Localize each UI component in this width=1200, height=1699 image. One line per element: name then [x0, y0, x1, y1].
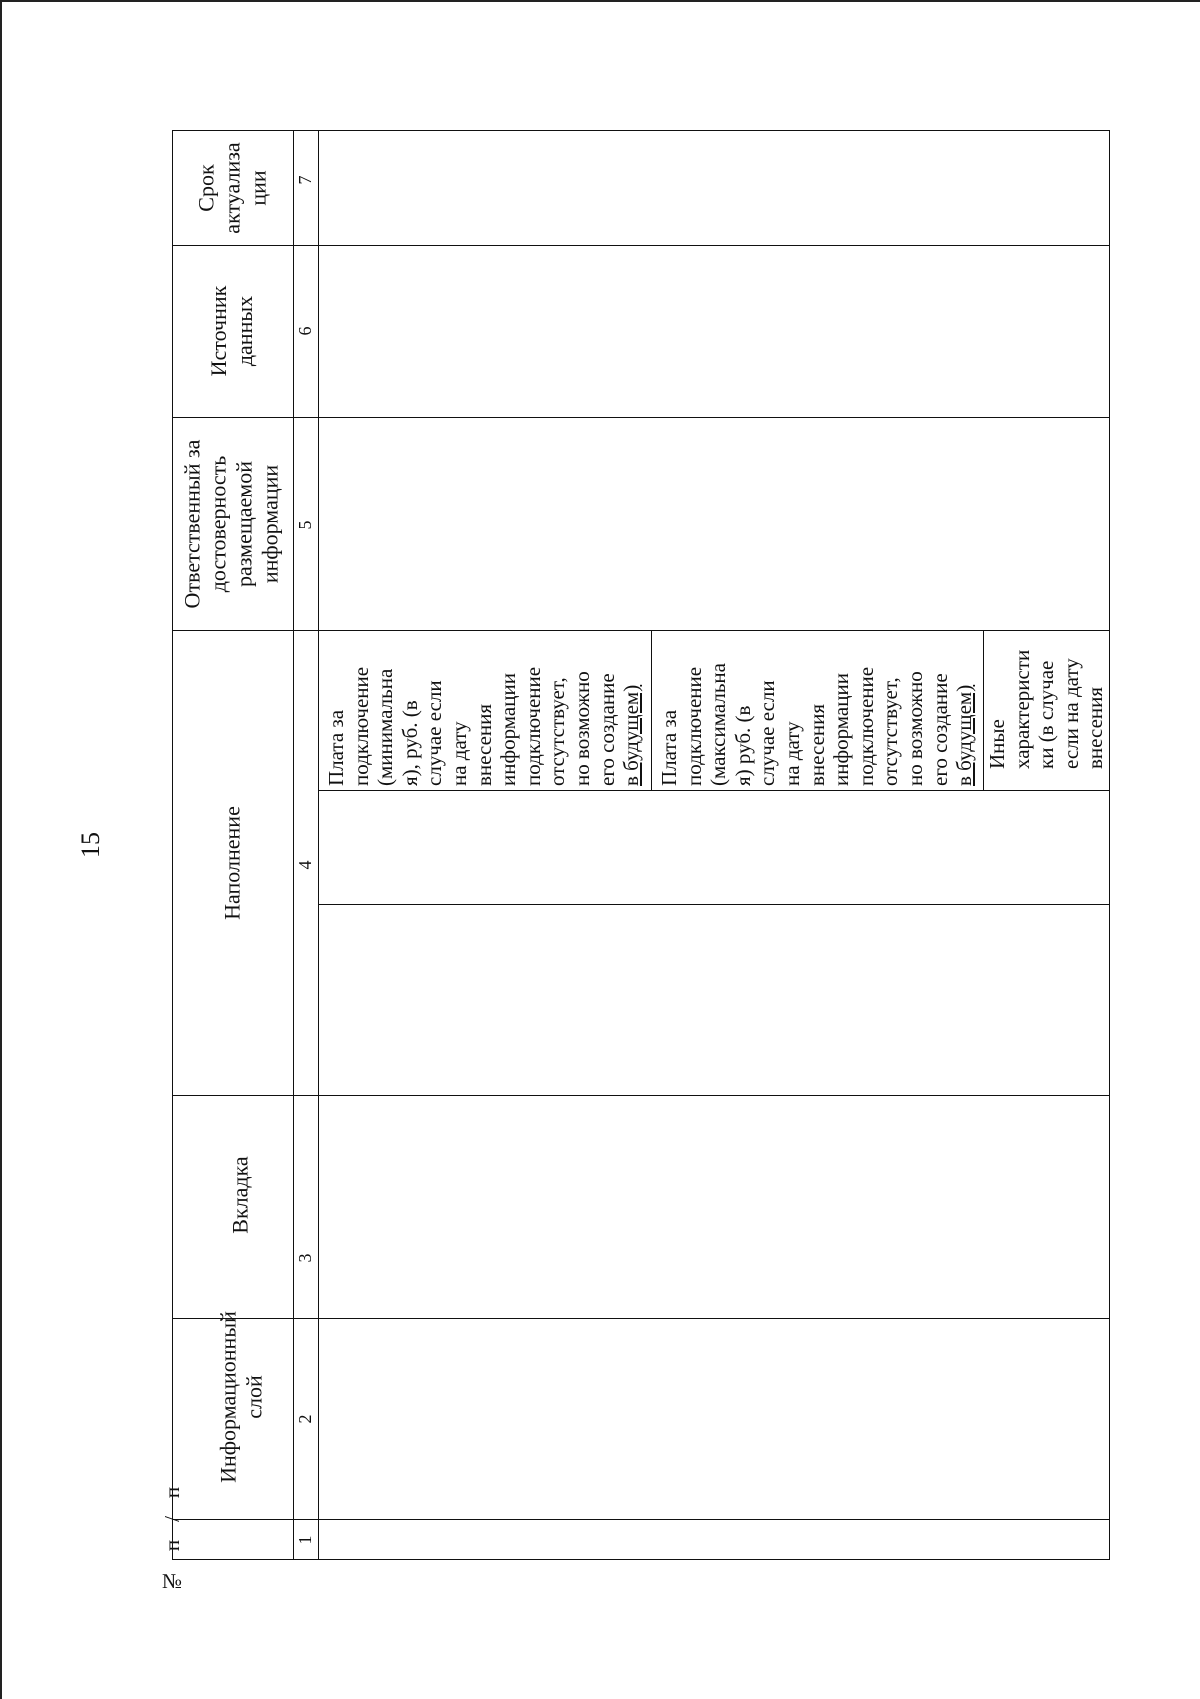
- header-content: Наполнение: [219, 806, 245, 920]
- content-cell-max-fee: Плата за подключение (максимальна я) руб. (в случае если на дату внесения информации подключение отсутствует, но возможно его создание в будущем): [657, 663, 977, 786]
- column-divider-6-5: [172, 417, 1110, 418]
- column-divider-7-6: [172, 245, 1110, 246]
- content-cell-divider-1: [651, 630, 652, 790]
- header-number-slash: /: [160, 1516, 184, 1522]
- column-number-3: 3: [295, 1253, 315, 1263]
- content-cell-other: Иные характеристи ки (в случае если на дату внесения: [985, 649, 1108, 769]
- header-source: Источник данных: [206, 285, 257, 377]
- header-responsible: Ответственный за достоверность размещаемой информации: [179, 439, 283, 609]
- number-row-divider: [318, 130, 319, 1560]
- column-number-6: 6: [295, 326, 315, 336]
- header-info-layer: Информационный слой: [215, 1311, 267, 1483]
- header-tab: Вкладка: [227, 1156, 253, 1234]
- content-cell-min-fee: Плата за подключение (минимальна я), руб. (в случае если на дату внесения информации подключение отсутствует, но возможно его создание в будущем): [324, 666, 644, 786]
- header-number: № п / п: [160, 1486, 184, 1594]
- content-subcell-divider: [318, 904, 1110, 905]
- scan-edge-left: [0, 0, 2, 1699]
- header-update-period: Срок актуализа ции: [193, 142, 271, 234]
- column-number-2: 2: [295, 1414, 315, 1424]
- column-number-7: 7: [295, 175, 315, 185]
- scan-edge-top: [0, 0, 1200, 2]
- content-cells-bottom: [318, 790, 1110, 791]
- header-number-p2: п: [160, 1486, 184, 1499]
- column-number-1: 1: [295, 1535, 315, 1545]
- column-divider-3-2: [172, 1318, 1110, 1319]
- column-number-5: 5: [295, 520, 315, 530]
- page-number: 15: [76, 832, 105, 858]
- column-number-4: 4: [295, 860, 315, 870]
- column-divider-4-3: [172, 1095, 1110, 1096]
